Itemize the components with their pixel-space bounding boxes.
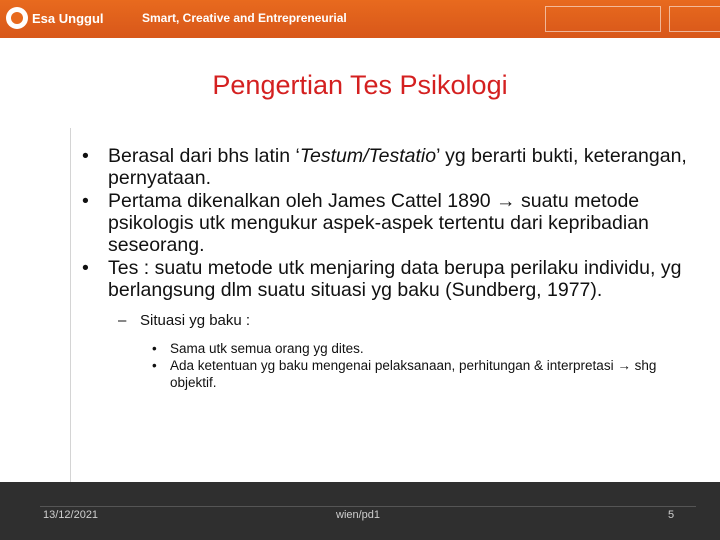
logo-text: Esa Unggul [32, 10, 104, 26]
footer-divider [40, 506, 696, 507]
bullet-text: Tes : suatu metode utk menjaring data berupa perilaku individu, yg berlangsung dlm suatu situasi yg baku (Sundberg, 1977). [108, 257, 682, 301]
slide-title: Pengertian Tes Psikologi [212, 70, 508, 100]
header-decor-box [545, 6, 661, 32]
sub-bullet-item [118, 311, 702, 330]
bullet-item [82, 145, 702, 189]
bullet-dot-icon: • [82, 190, 89, 212]
header-decor-box-right [669, 6, 720, 32]
bullet-item [82, 190, 702, 256]
footer-author: wien/pd1 [336, 509, 381, 521]
sub-sub-bullet-text: Ada ketentuan yg baku mengenai pelaksanaan, perhitungan & interpretasi → shg objektif. [170, 358, 657, 390]
bullet-dot-icon: • [152, 358, 157, 373]
bullet-dot-icon: • [82, 257, 89, 279]
slide-content [82, 145, 702, 391]
university-logo [6, 6, 104, 30]
footer-date: 13/12/2021 [43, 509, 99, 521]
sub-sub-bullet-text: Sama utk semua orang yg dites. [170, 341, 364, 356]
sub-sub-bullet-item [152, 357, 702, 391]
footer-bar [0, 482, 720, 540]
bullet-text: Pertama dikenalkan oleh James Cattel 1890 → suatu metode psikologis utk mengukur aspek-aspek tertentu dari kepribadian seseorang. [108, 190, 649, 256]
bullet-dot-icon: • [82, 145, 89, 167]
sub-sub-bullet-item [152, 340, 702, 357]
header-bar [0, 0, 720, 38]
logo-icon [6, 7, 28, 29]
page-number: 5 [668, 509, 675, 521]
bullet-item [82, 257, 702, 301]
sub-bullet-text: Situasi yg baku : [140, 312, 251, 329]
tagline: Smart, Creative and Entrepreneurial [142, 11, 347, 25]
bullet-dot-icon: • [152, 341, 157, 356]
dash-bullet-icon: – [118, 312, 127, 329]
bullet-text: Berasal dari bhs latin ‘Testum/Testatio’ yg berarti bukti, keterangan, pernyataan. [108, 145, 687, 189]
left-divider [70, 128, 71, 498]
